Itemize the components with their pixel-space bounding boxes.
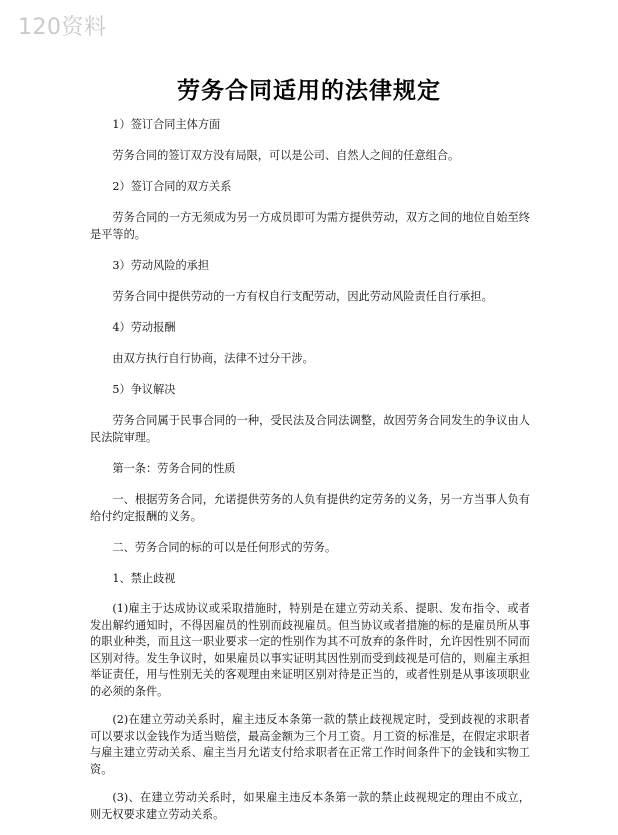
article-clause-1: 一、根据劳务合同，允诺提供劳务的人负有提供约定劳务的义务，另一方当事人负有给付约定报酬的义务。 [90, 493, 530, 523]
section-heading-3: 3）劳动风险的承担 [112, 259, 210, 272]
section-heading-4: 4）劳动报酬 [112, 321, 176, 334]
section-heading-1: 1）签订合同主体方面 [112, 118, 221, 131]
section-text-1: 劳务合同的签订双方没有局限，可以是公司、自然人之间的任意组合。 [112, 149, 460, 162]
discrimination-item-2: (2)在建立劳动关系时，雇主违反本条第一款的禁止歧视规定时，受到歧视的求职者可以要求以金钱作为适当赔偿，最高金额为三个月工资。月工资的标准是，在假定求职者与雇主建立劳动关系、雇主当月允诺支付给求职者在正常工作时间条件下的金钱和实物工资。 [90, 713, 530, 776]
section-text-2: 劳务合同的一方无须成为另一方成员即可为需方提供劳动，双方之间的地位自始至终是平等的。 [90, 211, 530, 241]
article-heading-1: 第一条：劳务合同的性质 [112, 462, 236, 475]
article-clause-2: 二、劳务合同的标的可以是任何形式的劳务。 [112, 541, 337, 554]
section-heading-2: 2）签订合同的双方关系 [112, 180, 232, 193]
subsection-heading-discrimination: 1、禁止歧视 [112, 572, 176, 585]
discrimination-item-1: (1)雇主于达成协议或采取措施时，特别是在建立劳动关系、提职、发布指令、或者发出解约通知时，不得因雇员的性别而歧视雇员。但当协议或者措施的标的是雇员所从事的职业种类，而且这一职业要求一定的性别作为其不可放弃的条件时，允许因性别不同而区别对待。发生争议时，如果雇员以事实证明其因性别而受到歧视是可信的，则雇主承担举证责任，用与性别无关的客观理由来证明区别对待是正当的，或者性别是从事该项职业的必须的条件。 [90, 602, 530, 698]
section-heading-5: 5）争议解决 [112, 383, 176, 396]
section-text-3: 劳务合同中提供劳动的一方有权自行支配劳动，因此劳动风险责任自行承担。 [112, 290, 493, 303]
section-text-4: 由双方执行自行协商，法律不过分干涉。 [112, 352, 314, 365]
document-body [90, 116, 530, 835]
watermark-text: 120资料 [18, 15, 107, 40]
discrimination-item-3: (3)、在建立劳动关系时，如果雇主违反本条第一款的禁止歧视规定的理由不成立，则无权要求建立劳动关系。 [90, 791, 530, 821]
section-text-5: 劳务合同属于民事合同的一种，受民法及合同法调整，故因劳务合同发生的争议由人民法院审理。 [90, 414, 530, 444]
document-title: 劳务合同适用的法律规定 [177, 78, 441, 104]
